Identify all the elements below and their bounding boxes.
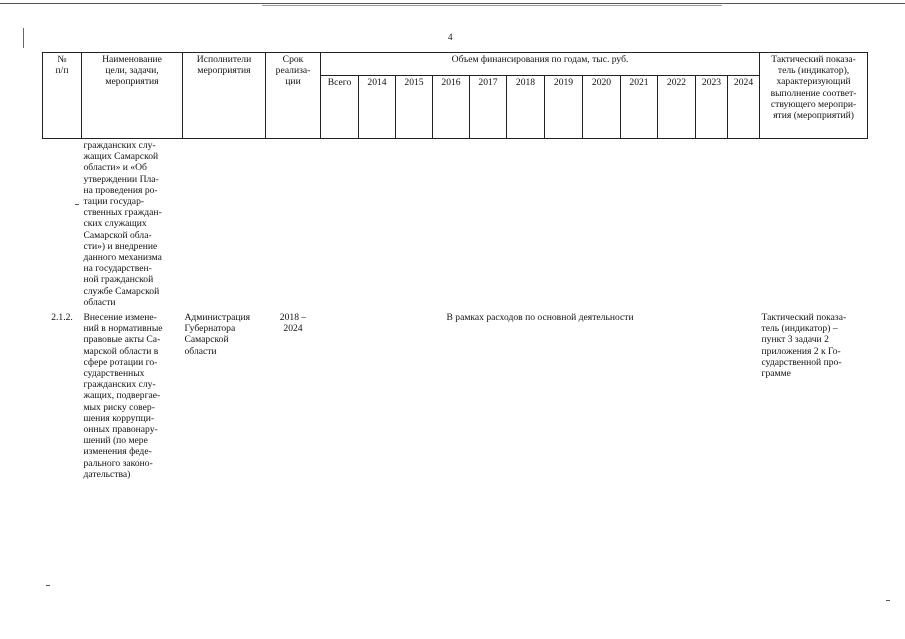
scan-speck	[46, 585, 50, 586]
scan-speck	[75, 204, 79, 205]
header-year: 2017	[470, 76, 507, 139]
header-name: Наименование цели, задачи, мероприятия	[82, 53, 183, 139]
row-name: гражданских слу- жащих Самарской области» и «Об утверждении Пла- на проведения ро- тации государ- ственных граждан- ских служащих Самарской обла- сти») и внедрение данного механизма на государствен- ной гражданской службе Самарской области	[83, 140, 162, 308]
header-year: 2015	[396, 76, 433, 139]
row-name: Внесение измене- ний в нормативные правовые акты Са- марской области в сфере ротации го- сударственных гражданских слу- жащих, подвергае- мых риску совер- шения коррупци- онных правонару- шений (по мере изменения феде- рального законо- дательства)	[83, 312, 163, 480]
header-total: Всего	[321, 76, 359, 139]
row-funding: В рамках расходов по основной деятельности	[446, 312, 634, 324]
program-plan-table	[42, 52, 868, 480]
page-top-border-faint	[262, 5, 722, 6]
scan-speck	[886, 600, 890, 601]
header-term: Срок реализа- ции	[266, 53, 321, 139]
row-indicator	[760, 139, 868, 309]
table-row	[43, 139, 868, 309]
header-year: 2018	[507, 76, 545, 139]
header-year: 2016	[433, 76, 470, 139]
row-executors	[183, 139, 266, 309]
header-year: 2019	[545, 76, 583, 139]
header-funding: Объем финансирования по годам, тыс. руб.	[321, 53, 760, 76]
header-year: 2024	[728, 76, 760, 139]
row-term	[266, 139, 321, 309]
header-year: 2021	[621, 76, 658, 139]
row-funding	[321, 139, 760, 309]
header-year: 2022	[658, 76, 696, 139]
margin-mark	[23, 28, 24, 48]
header-year: 2014	[359, 76, 396, 139]
row-num	[43, 139, 82, 309]
row-num: 2.1.2.	[51, 312, 73, 324]
page-top-border	[0, 3, 905, 4]
row-term: 2018 – 2024	[279, 312, 307, 335]
header-indicator: Тактический показа- тель (индикатор), характеризующий выполнение соответ- ствующего меропри- ятия (мероприятий)	[760, 53, 868, 139]
header-year: 2023	[696, 76, 728, 139]
header-num: № п/п	[43, 53, 82, 139]
table-row	[43, 308, 868, 480]
row-executors: Администрация Губернатора Самарской области	[184, 312, 251, 357]
row-indicator: Тактический показа- тель (индикатор) – пункт 3 задачи 2 приложения 2 к Го- сударственной про- грамме	[761, 312, 847, 380]
page-number: 4	[448, 32, 453, 42]
header-executors: Исполнители мероприятия	[183, 53, 266, 139]
header-year: 2020	[583, 76, 621, 139]
